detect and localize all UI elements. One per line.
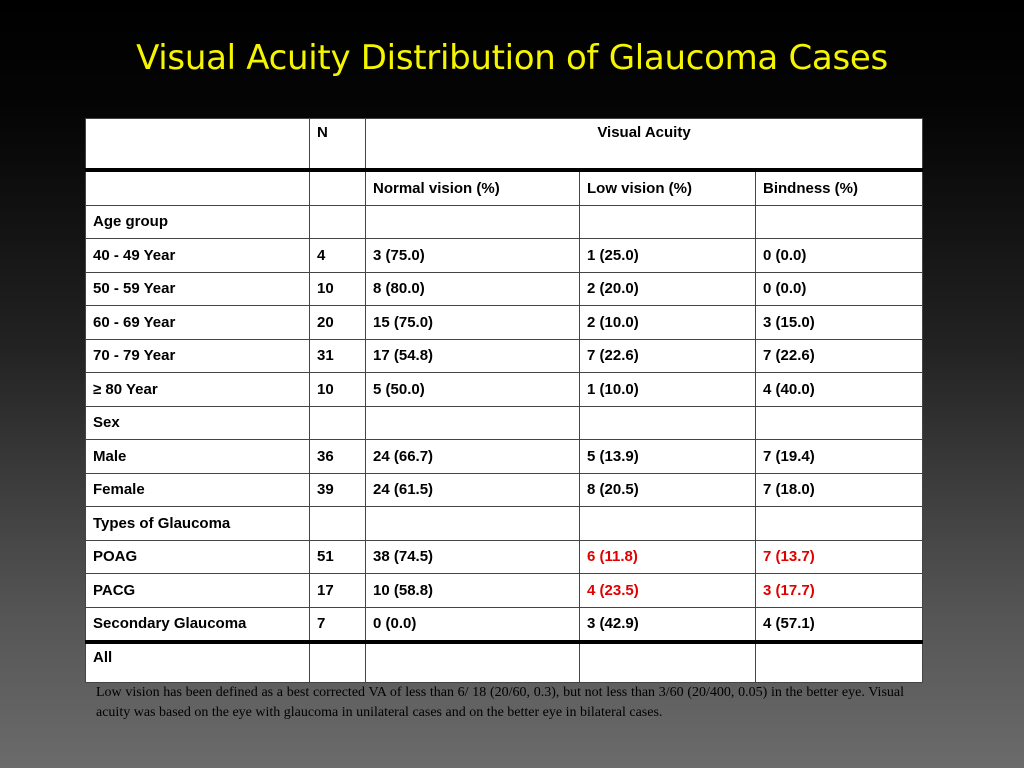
footnote: Low vision has been defined as a best corrected VA of less than 6/ 18 (20/60, 0.3), but not less than 3/60 (20/400, 0.05) in the better eye. Visual acuity was based on the eye with glaucoma in unilateral cases and on the better eye in bilateral cases. bbox=[96, 685, 904, 720]
cell-n: 39 bbox=[310, 473, 366, 507]
table-row bbox=[86, 507, 923, 541]
table-row bbox=[86, 205, 923, 239]
cell-blind bbox=[756, 642, 923, 682]
cell-low: 1 (10.0) bbox=[580, 373, 756, 407]
cell-low bbox=[580, 406, 756, 440]
cell-blind bbox=[756, 205, 923, 239]
cell-normal: 8 (80.0) bbox=[366, 272, 580, 306]
cell-normal: 38 (74.5) bbox=[366, 540, 580, 574]
cell-normal bbox=[366, 642, 580, 682]
cell-normal: 10 (58.8) bbox=[366, 574, 580, 608]
table-row-all bbox=[86, 642, 923, 682]
cell-n: 17 bbox=[310, 574, 366, 608]
cell-normal: 24 (66.7) bbox=[366, 440, 580, 474]
cell-normal bbox=[366, 406, 580, 440]
cell-n: 10 bbox=[310, 373, 366, 407]
cell-low-highlighted: 4 (23.5) bbox=[580, 574, 756, 608]
header-row-2 bbox=[86, 170, 923, 205]
row-label: Age group bbox=[86, 205, 310, 239]
cell-blind: 3 (15.0) bbox=[756, 306, 923, 340]
visual-acuity-table bbox=[85, 118, 923, 683]
cell-low: 2 (10.0) bbox=[580, 306, 756, 340]
row-label: Male bbox=[86, 440, 310, 474]
row-label: Sex bbox=[86, 406, 310, 440]
cell-low: 7 (22.6) bbox=[580, 339, 756, 373]
cell-blind bbox=[756, 406, 923, 440]
cell-n: 20 bbox=[310, 306, 366, 340]
cell-n: 51 bbox=[310, 540, 366, 574]
header-normal-vision: Normal vision (%) bbox=[366, 170, 580, 205]
cell-n: 4 bbox=[310, 239, 366, 273]
cell-blind-highlighted: 7 (13.7) bbox=[756, 540, 923, 574]
cell-low: 1 (25.0) bbox=[580, 239, 756, 273]
cell-n bbox=[310, 507, 366, 541]
table-row bbox=[86, 607, 923, 642]
cell-normal: 17 (54.8) bbox=[366, 339, 580, 373]
header-empty-cell bbox=[86, 119, 310, 171]
table-row bbox=[86, 406, 923, 440]
cell-blind-highlighted: 3 (17.7) bbox=[756, 574, 923, 608]
table-row bbox=[86, 306, 923, 340]
cell-n: 7 bbox=[310, 607, 366, 642]
header-empty-cell bbox=[310, 170, 366, 205]
table-row bbox=[86, 473, 923, 507]
table-row bbox=[86, 239, 923, 273]
cell-low: 5 (13.9) bbox=[580, 440, 756, 474]
header-visual-acuity: Visual Acuity bbox=[366, 119, 923, 171]
row-label: All bbox=[86, 642, 310, 682]
table-row bbox=[86, 574, 923, 608]
cell-normal: 5 (50.0) bbox=[366, 373, 580, 407]
table-row bbox=[86, 339, 923, 373]
row-label: 70 - 79 Year bbox=[86, 339, 310, 373]
cell-blind: 7 (19.4) bbox=[756, 440, 923, 474]
cell-low bbox=[580, 507, 756, 541]
cell-blind: 7 (22.6) bbox=[756, 339, 923, 373]
cell-blind: 0 (0.0) bbox=[756, 272, 923, 306]
cell-low bbox=[580, 642, 756, 682]
cell-normal bbox=[366, 205, 580, 239]
cell-blind bbox=[756, 507, 923, 541]
header-low-vision: Low vision (%) bbox=[580, 170, 756, 205]
row-label: Types of Glaucoma bbox=[86, 507, 310, 541]
row-label: 50 - 59 Year bbox=[86, 272, 310, 306]
header-row-1 bbox=[86, 119, 923, 171]
cell-blind: 0 (0.0) bbox=[756, 239, 923, 273]
header-n: N bbox=[310, 119, 366, 171]
cell-low bbox=[580, 205, 756, 239]
cell-blind: 4 (40.0) bbox=[756, 373, 923, 407]
header-empty-cell bbox=[86, 170, 310, 205]
cell-n bbox=[310, 642, 366, 682]
cell-n: 10 bbox=[310, 272, 366, 306]
cell-n bbox=[310, 205, 366, 239]
cell-normal: 0 (0.0) bbox=[366, 607, 580, 642]
cell-n: 31 bbox=[310, 339, 366, 373]
cell-normal: 15 (75.0) bbox=[366, 306, 580, 340]
cell-n: 36 bbox=[310, 440, 366, 474]
cell-normal: 3 (75.0) bbox=[366, 239, 580, 273]
cell-low-highlighted: 6 (11.8) bbox=[580, 540, 756, 574]
header-blindness: Bindness (%) bbox=[756, 170, 923, 205]
cell-normal: 24 (61.5) bbox=[366, 473, 580, 507]
slide-title: Visual Acuity Distribution of Glaucoma Cases bbox=[136, 38, 888, 78]
cell-blind: 7 (18.0) bbox=[756, 473, 923, 507]
row-label: Secondary Glaucoma bbox=[86, 607, 310, 642]
table-row bbox=[86, 540, 923, 574]
cell-blind: 4 (57.1) bbox=[756, 607, 923, 642]
row-label: PACG bbox=[86, 574, 310, 608]
row-label: POAG bbox=[86, 540, 310, 574]
row-label: Female bbox=[86, 473, 310, 507]
cell-n bbox=[310, 406, 366, 440]
cell-normal bbox=[366, 507, 580, 541]
cell-low: 8 (20.5) bbox=[580, 473, 756, 507]
cell-low: 3 (42.9) bbox=[580, 607, 756, 642]
row-label: 40 - 49 Year bbox=[86, 239, 310, 273]
cell-low: 2 (20.0) bbox=[580, 272, 756, 306]
row-label: 60 - 69 Year bbox=[86, 306, 310, 340]
table-row bbox=[86, 373, 923, 407]
table-row bbox=[86, 440, 923, 474]
table-row bbox=[86, 272, 923, 306]
row-label: ≥ 80 Year bbox=[86, 373, 310, 407]
